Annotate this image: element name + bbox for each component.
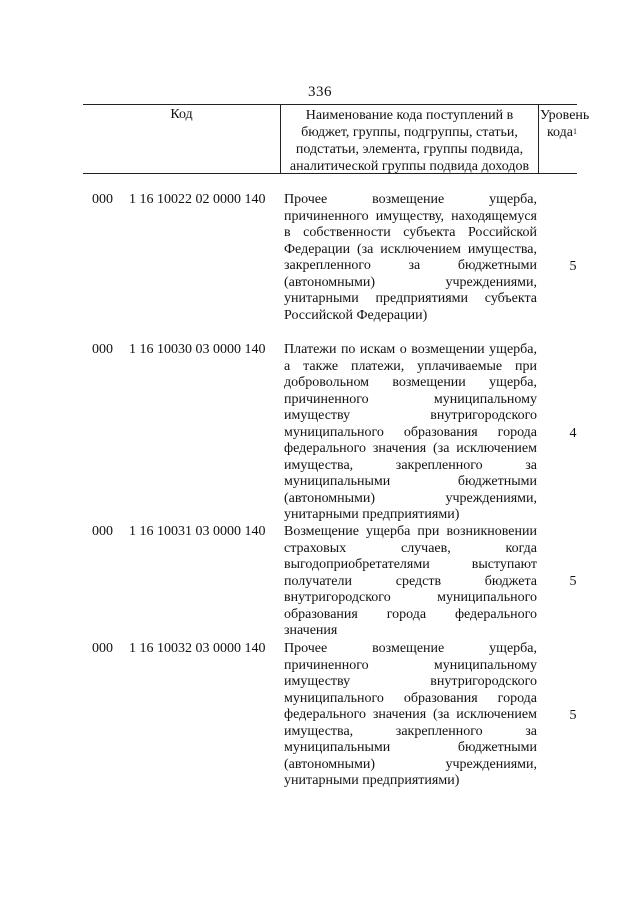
row-level: 5: [569, 574, 577, 589]
row-description: Прочее возмещение ущерба, причиненного имуществу, находящемуся в собственности субъекта Российской Федерации (за исключением имущества, закрепленного за бюджетными (автономными) учреждениями, унитарными предприятиями субъекта Российской Федерации): [284, 192, 537, 323]
row-code: 1 16 10030 03 0000 140: [129, 342, 266, 357]
row-prefix: 000: [92, 342, 113, 357]
header-level-label: Уровень кода: [540, 108, 590, 140]
row-prefix: 000: [92, 192, 113, 207]
row-level: 5: [569, 259, 577, 274]
header-divider: [538, 105, 539, 173]
row-prefix: 000: [92, 641, 113, 656]
header-level-footnote: 1: [573, 127, 577, 136]
row-description: Платежи по искам о возмещении ущерба, а также платежи, уплачиваемые при добровольном возмещении ущерба, причиненного муниципальному имуществу внутригородского муниципального образования города федерального значения (за исключением имущества, закрепленного за муниципальными бюджетными (автономными) учреждениями, унитарными предприятиями): [284, 342, 537, 523]
row-code: 1 16 10031 03 0000 140: [129, 524, 266, 539]
row-description: Прочее возмещение ущерба, причиненного муниципальному имуществу внутригородского муниципального образования города федерального значения (за исключением имущества, закрепленного за муниципальными бюджетными (автономными) учреждениями, унитарными предприятиями): [284, 641, 537, 789]
row-prefix: 000: [92, 524, 113, 539]
row-description: Возмещение ущерба при возникновении страховых случаев, когда выгодоприобретателями выступают получатели средств бюджета внутригородского муниципального образования города федерального значения: [284, 524, 537, 639]
row-code: 1 16 10022 02 0000 140: [129, 192, 266, 207]
row-level: 4: [569, 426, 577, 441]
row-level: 5: [569, 708, 577, 723]
page-number: 336: [308, 84, 332, 100]
header-name: Наименование кода поступлений в бюджет, группы, подгруппы, статьи, подстатьи, элемента, группы подвида, аналитической группы подвида доходов: [289, 108, 530, 174]
header-level: [540, 107, 590, 141]
row-code: 1 16 10032 03 0000 140: [129, 641, 266, 656]
table-header: [83, 104, 590, 174]
header-code: Код: [170, 107, 193, 122]
